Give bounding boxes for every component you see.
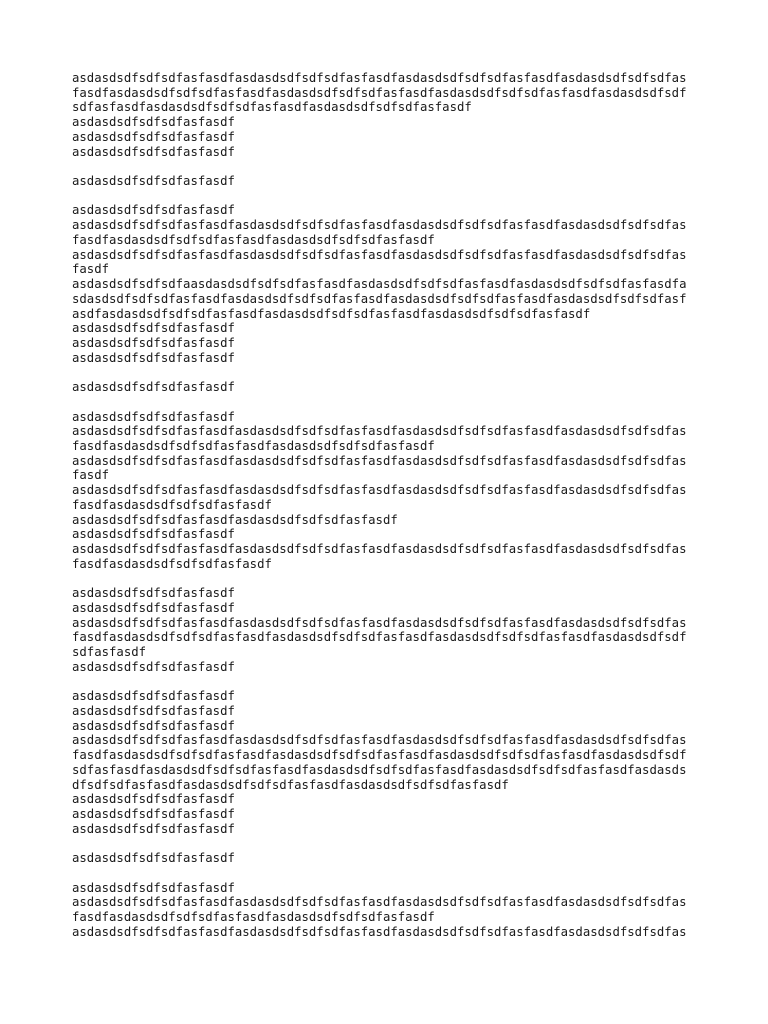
- text-line: fasdfasdasdsdfsdfsdfasfasdfasdasdsdfsdfsdfasfasdfasdasdsdfsdfsdfasfasdfasdasdsdfsdf: [72, 630, 687, 645]
- text-line: asdasdsdfsdfsdfasfasdf: [72, 335, 235, 350]
- text-line: sdfasfasdfasdasdsdfsdfsdfasfasdfasdasdsdfsdfsdfasfasdf: [72, 100, 472, 115]
- text-line: asdasdsdfsdfsdfasfasdf: [72, 792, 235, 807]
- text-line: asdasdsdfsdfsdfasfasdf: [72, 718, 235, 733]
- text-line: fasdfasdasdsdfsdfsdfasfasdfasdasdsdfsdfsdfasfasdf: [72, 438, 435, 453]
- text-line: asdasdsdfsdfsdfasfasdf: [72, 880, 235, 895]
- text-line: fasdfasdasdsdfsdfsdfasfasdfasdasdsdfsdfsdfasfasdfasdasdsdfsdfsdfasfasdfasdasdsdfsdf: [72, 748, 687, 763]
- text-line: asdasdsdfsdfsdfasfasdf: [72, 586, 235, 601]
- text-line: asdasdsdfsdfsdfasfasdfasdasdsdfsdfsdfasfasdfasdasdsdfsdfsdfasfasdfasdasdsdfsdfsdfas: [72, 71, 687, 85]
- text-line: fasdfasdasdsdfsdfsdfasfasdf: [72, 556, 272, 571]
- text-line: asdasdsdfsdfsdfasfasdf: [72, 689, 235, 704]
- text-line: asdasdsdfsdfsdfasfasdfasdasdsdfsdfsdfasfasdf: [72, 512, 398, 527]
- text-line: asdasdsdfsdfsdfasfasdf: [72, 144, 235, 159]
- text-line: asdasdsdfsdfsdfasfasdf: [72, 203, 235, 218]
- text-line: asdasdsdfsdfsdfasfasdfasdasdsdfsdfsdfasfasdfasdasdsdfsdfsdfasfasdfasdasdsdfsdfsdfas: [72, 424, 687, 439]
- text-line: asdfasdasdsdfsdfsdfasfasdfasdasdsdfsdfsdfasfasdfasdasdsdfsdfsdfasfasdf: [72, 306, 591, 321]
- text-line: asdasdsdfsdfsdfasfasdf: [72, 806, 235, 821]
- text-line: asdasdsdfsdfsdfasfasdfasdasdsdfsdfsdfasfasdfasdasdsdfsdfsdfasfasdfasdasdsdfsdfsdfas: [72, 615, 687, 630]
- text-line: asdasdsdfsdfsdfasfasdfasdasdsdfsdfsdfasfasdfasdasdsdfsdfsdfasfasdfasdasdsdfsdfsdfas: [72, 924, 687, 939]
- text-line: asdasdsdfsdfsdfasfasdf: [72, 321, 235, 336]
- text-line: asdasdsdfsdfsdfaasdasdsdfsdfsdfasfasdfasdasdsdfsdfsdfasfasdfasdasdsdfsdfsdfasfasdfa: [72, 277, 687, 292]
- document-body: [72, 71, 712, 939]
- text-line: asdasdsdfsdfsdfasfasdf: [72, 527, 235, 542]
- blank-line: [72, 866, 712, 881]
- text-line: asdasdsdfsdfsdfasfasdf: [72, 350, 235, 365]
- blank-line: [72, 159, 712, 174]
- text-line: asdasdsdfsdfsdfasfasdf: [72, 659, 235, 674]
- text-line: fasdfasdasdsdfsdfsdfasfasdfasdasdsdfsdfsdfasfasdf: [72, 232, 435, 247]
- text-line: sdasdsdfsdfsdfasfasdfasdasdsdfsdfsdfasfasdfasdasdsdfsdfsdfasfasdfasdasdsdfsdfsdfasf: [72, 291, 687, 306]
- text-line: asdasdsdfsdfsdfasfasdf: [72, 380, 235, 395]
- blank-line: [72, 189, 712, 204]
- text-line: fasdfasdasdsdfsdfsdfasfasdfasdasdsdfsdfsdfasfasdfasdasdsdfsdfsdfasfasdfasdasdsdfsdf: [72, 85, 687, 100]
- text-line: asdasdsdfsdfsdfasfasdf: [72, 703, 235, 718]
- text-line: asdasdsdfsdfsdfasfasdf: [72, 409, 235, 424]
- text-line: asdasdsdfsdfsdfasfasdf: [72, 600, 235, 615]
- text-line: asdasdsdfsdfsdfasfasdf: [72, 115, 235, 130]
- text-line: asdasdsdfsdfsdfasfasdfasdasdsdfsdfsdfasfasdfasdasdsdfsdfsdfasfasdfasdasdsdfsdfsdfas: [72, 895, 687, 910]
- text-line: asdasdsdfsdfsdfasfasdfasdasdsdfsdfsdfasfasdfasdasdsdfsdfsdfasfasdfasdasdsdfsdfsdfas: [72, 733, 687, 748]
- text-line: asdasdsdfsdfsdfasfasdfasdasdsdfsdfsdfasfasdfasdasdsdfsdfsdfasfasdfasdasdsdfsdfsdfas: [72, 483, 687, 498]
- text-line: asdasdsdfsdfsdfasfasdfasdasdsdfsdfsdfasfasdfasdasdsdfsdfsdfasfasdfasdasdsdfsdfsdfas: [72, 542, 687, 556]
- blank-line: [72, 365, 712, 380]
- text-line: sdfasfasdf: [72, 645, 147, 660]
- blank-line: [72, 836, 712, 851]
- text-line: asdasdsdfsdfsdfasfasdfasdasdsdfsdfsdfasfasdfasdasdsdfsdfsdfasfasdfasdasdsdfsdfsdfas: [72, 453, 687, 468]
- blank-line: [72, 395, 712, 410]
- text-line: asdasdsdfsdfsdfasfasdf: [72, 129, 235, 144]
- text-line: asdasdsdfsdfsdfasfasdf: [72, 821, 235, 836]
- text-line: asdasdsdfsdfsdfasfasdf: [72, 851, 235, 866]
- blank-line: [72, 571, 712, 586]
- text-line: fasdfasdasdsdfsdfsdfasfasdf: [72, 497, 272, 512]
- text-line: asdasdsdfsdfsdfasfasdf: [72, 174, 235, 189]
- text-line: sdfasfasdfasdasdsdfsdfsdfasfasdfasdasdsdfsdfsdfasfasdfasdasdsdfsdfsdfasfasdfasdasds: [72, 762, 687, 777]
- text-line: dfsdfsdfasfasdfasdasdsdfsdfsdfasfasdfasdasdsdfsdfsdfasfasdf: [72, 777, 509, 792]
- text-line: asdasdsdfsdfsdfasfasdfasdasdsdfsdfsdfasfasdfasdasdsdfsdfsdfasfasdfasdasdsdfsdfsdfas: [72, 218, 687, 233]
- text-line: asdasdsdfsdfsdfasfasdfasdasdsdfsdfsdfasfasdfasdasdsdfsdfsdfasfasdfasdasdsdfsdfsdfas: [72, 247, 687, 262]
- text-line: fasdf: [72, 468, 110, 483]
- text-line: fasdf: [72, 262, 110, 277]
- text-line: fasdfasdasdsdfsdfsdfasfasdfasdasdsdfsdfsdfasfasdf: [72, 909, 435, 924]
- blank-line: [72, 674, 712, 689]
